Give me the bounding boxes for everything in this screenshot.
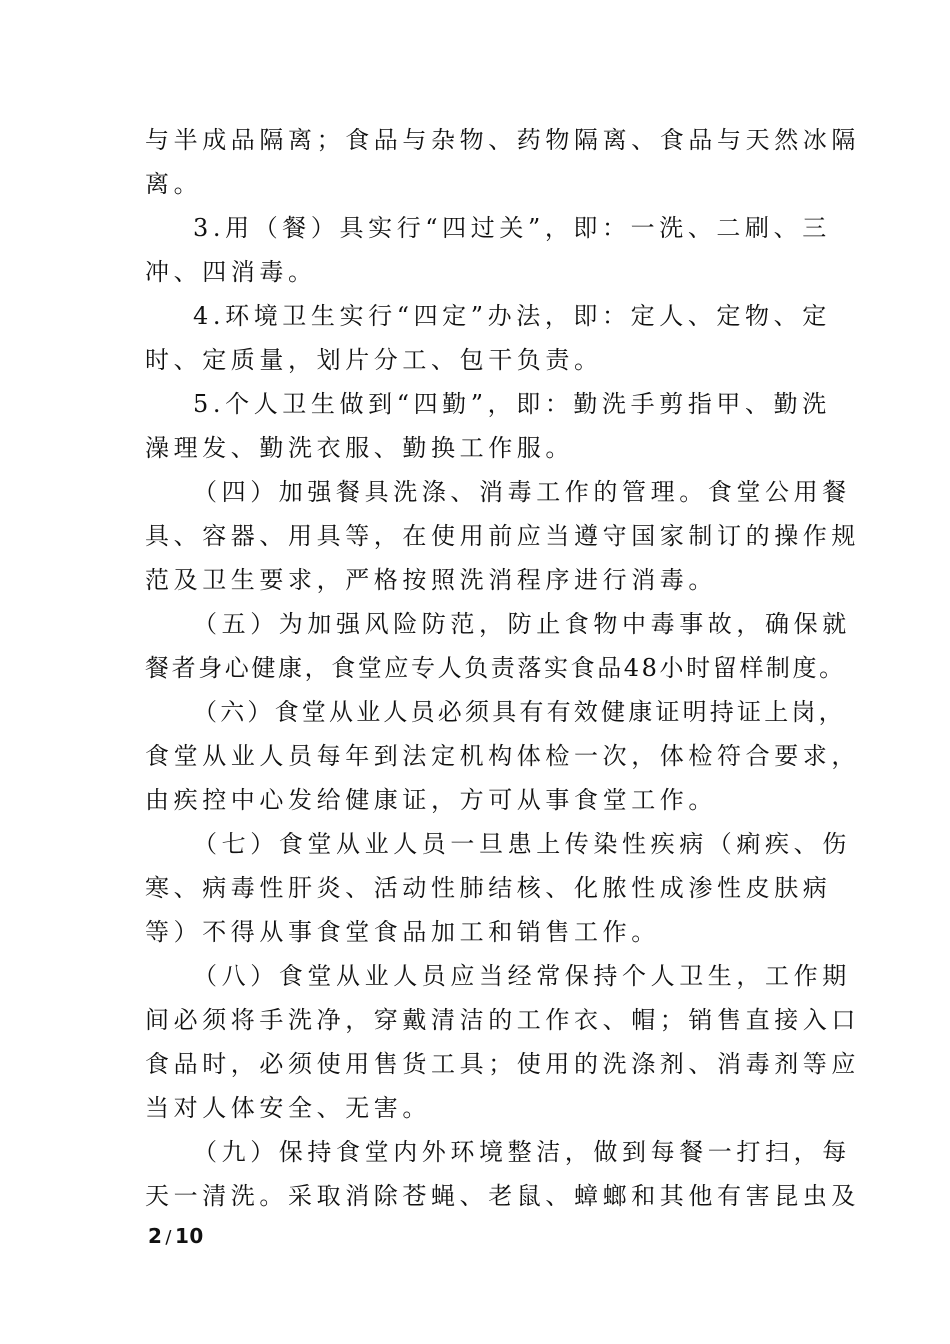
body-line: 范及卫生要求，严格按照洗消程序进行消毒。	[145, 566, 717, 594]
body-line: 具、容器、用具等，在使用前应当遵守国家制订的操作规	[145, 522, 860, 550]
body-line: 间必须将手洗净，穿戴清洁的工作衣、帽；销售直接入口	[145, 1006, 860, 1034]
body-line: 等）不得从事食堂食品加工和销售工作。	[145, 918, 660, 946]
body-line: 离。	[145, 170, 203, 198]
body-line: 时、定质量，划片分工、包干负责。	[145, 346, 603, 374]
body-line: 澡理发、勤洗衣服、勤换工作服。	[145, 434, 574, 462]
body-line: 天一清洗。采取消除苍蝇、老鼠、蟑螂和其他有害昆虫及	[145, 1182, 860, 1210]
paragraph-start-line: （九）保持食堂内外环境整洁，做到每餐一打扫，每	[193, 1138, 851, 1166]
body-line: 与半成品隔离；食品与杂物、药物隔离、食品与天然冰隔	[145, 126, 860, 154]
current-page-number: 2	[148, 1224, 163, 1248]
body-line: 餐者身心健康，食堂应专人负责落实食品48小时留样制度。	[145, 654, 846, 682]
paragraph-start-line: （七）食堂从业人员一旦患上传染性疾病（痢疾、伤	[193, 830, 851, 858]
paragraph-start-line: （五）为加强风险防范，防止食物中毒事故，确保就	[193, 610, 851, 638]
body-line: 当对人体安全、无害。	[145, 1094, 431, 1122]
paragraph-start-line: （八）食堂从业人员应当经常保持个人卫生，工作期	[193, 962, 851, 990]
total-pages-number: 10	[175, 1224, 204, 1248]
body-line: 食品时，必须使用售货工具；使用的洗涤剂、消毒剂等应	[145, 1050, 860, 1078]
list-item-line: 3.用（餐）具实行“四过关”，即：一洗、二刷、三	[193, 214, 831, 242]
list-item-line: 5.个人卫生做到“四勤”，即：勤洗手剪指甲、勤洗	[193, 390, 831, 418]
paragraph-start-line: （六）食堂从业人员必须具有有效健康证明持证上岗，	[193, 698, 846, 726]
page-number-separator: /	[165, 1227, 172, 1248]
list-item-line: 4.环境卫生实行“四定”办法，即：定人、定物、定	[193, 302, 831, 330]
page-number	[148, 1224, 204, 1248]
body-line: 由疾控中心发给健康证，方可从事食堂工作。	[145, 786, 717, 814]
body-line: 食堂从业人员每年到法定机构体检一次，体检符合要求，	[145, 742, 860, 770]
body-line: 冲、四消毒。	[145, 258, 317, 286]
body-line: 寒、病毒性肝炎、活动性肺结核、化脓性成渗性皮肤病	[145, 874, 832, 902]
paragraph-start-line: （四）加强餐具洗涤、消毒工作的管理。食堂公用餐	[193, 478, 851, 506]
